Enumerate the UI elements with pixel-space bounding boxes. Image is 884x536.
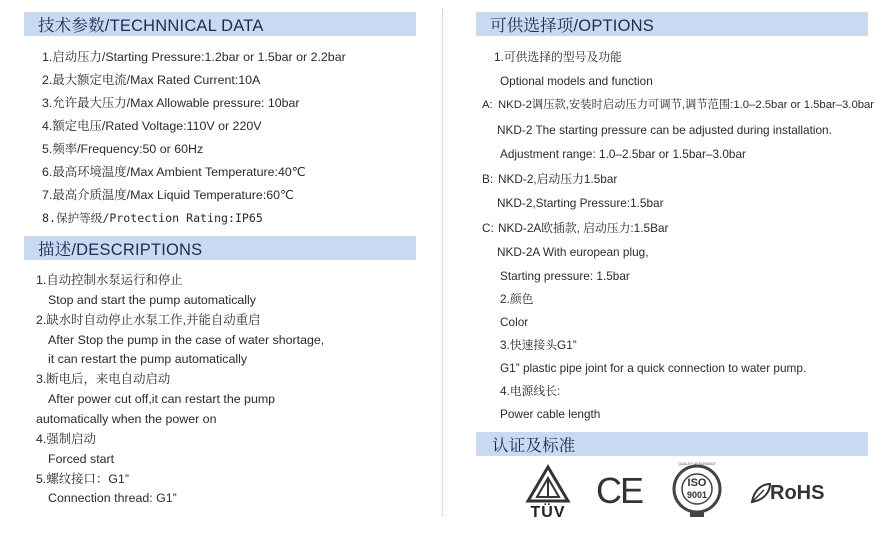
cert-logos [476, 460, 868, 526]
tuv-triangle-icon [524, 464, 572, 504]
option-line-a [482, 98, 874, 113]
option-text: NKD-2A欧插款, 启动压力:1.5Bar [498, 221, 669, 235]
option-line: 4.电源线长: [500, 384, 561, 398]
option-line: 1.可供选择的型号及功能 [494, 50, 622, 64]
options-header [476, 12, 868, 36]
tech-item: 3.允许最大压力/Max Allowable pressure: 10bar [42, 96, 300, 110]
option-line: Starting pressure: 1.5bar [500, 269, 630, 283]
rohs-logo [750, 466, 840, 518]
option-line: NKD-2A With european plug, [497, 245, 649, 259]
option-line: NKD-2 The starting pressure can be adjusted during installation. [497, 123, 832, 137]
tech-item: 7.最高介质温度/Max Liquid Temperature:60℃ [42, 188, 294, 202]
iso-top-text: ISO [687, 477, 707, 489]
option-letter-a: A: [482, 99, 493, 111]
tuv-logo [524, 464, 572, 524]
desc-line: 4.强制启动 [36, 432, 96, 446]
iso-logo [672, 462, 722, 522]
option-line: NKD-2,Starting Pressure:1.5bar [497, 196, 664, 210]
option-letter-c: C: [482, 221, 494, 235]
desc-line: 5.螺纹接口：G1” [36, 472, 129, 486]
tech-item: 2.最大额定电流/Max Rated Current:10A [42, 73, 261, 87]
column-divider [442, 8, 443, 516]
descriptions-title: 描述/DESCRIPTIONS [38, 241, 203, 259]
tech-item: 6.最高环境温度/Max Ambient Temperature:40℃ [42, 165, 306, 179]
tech-item: 5.频率/Frequency:50 or 60Hz [42, 142, 204, 156]
option-line: Color [500, 315, 529, 329]
desc-line: automatically when the power on [36, 412, 217, 426]
ce-logo [596, 466, 656, 518]
option-line: 2.颜色 [500, 292, 534, 306]
rohs-text: RoHS [770, 482, 825, 504]
desc-line: Forced start [48, 452, 115, 466]
options-title: 可供选择项/OPTIONS [490, 17, 654, 35]
tech-item: 1.启动压力/Starting Pressure:1.2bar or 1.5bar or 2.2bar [42, 50, 346, 64]
desc-line: Stop and start the pump automatically [48, 293, 257, 307]
option-letter-b: B: [482, 172, 494, 186]
desc-line: Connection thread: G1” [48, 491, 177, 505]
tech-item: 4.额定电压/Rated Voltage:110V or 220V [42, 119, 262, 133]
option-line: 3.快速接头G1” [500, 338, 577, 352]
option-text: NKD-2,启动压力1.5bar [498, 172, 618, 186]
cert-header [476, 432, 868, 456]
tuv-text: TÜV [530, 504, 566, 521]
ce-text: CE [596, 470, 643, 511]
leaf-icon [750, 482, 772, 504]
option-line-c [482, 221, 668, 236]
option-line: Power cable length [500, 407, 601, 421]
desc-line: 2.缺水时自动停止水泵工作,并能自动重启 [36, 313, 261, 327]
option-line-b [482, 172, 617, 187]
desc-line: 1.自动控制水泵运行和停止 [36, 273, 183, 287]
desc-line: it can restart the pump automatically [48, 352, 248, 366]
iso-number-text: 9001 [686, 490, 708, 500]
option-text: NKD-2调压款,安装时启动压力可调节,调节范围:1.0–2.5bar or 1.5bar–3.0bar [498, 99, 875, 111]
tech-data-title: 技术参数/TECHNNICAL DATA [38, 17, 264, 35]
descriptions-header [24, 236, 416, 260]
option-line: G1” plastic pipe joint for a quick connection to water pump. [500, 361, 807, 375]
cert-title: 认证及标准 [492, 437, 576, 455]
tech-data-header [24, 12, 416, 36]
iso-ring-text: QUALITY ASSURANCE [678, 462, 716, 466]
option-line: Adjustment range: 1.0–2.5bar or 1.5bar–3.0bar [500, 147, 746, 161]
desc-line: 3.断电后，来电自动启动 [36, 372, 171, 386]
option-line: Optional models and function [500, 74, 653, 88]
desc-line: After power cut off,it can restart the pump [48, 392, 276, 406]
tech-item: 8.保护等级/Protection Rating:IP65 [42, 211, 263, 225]
desc-line: After Stop the pump in the case of water shortage, [48, 333, 325, 347]
